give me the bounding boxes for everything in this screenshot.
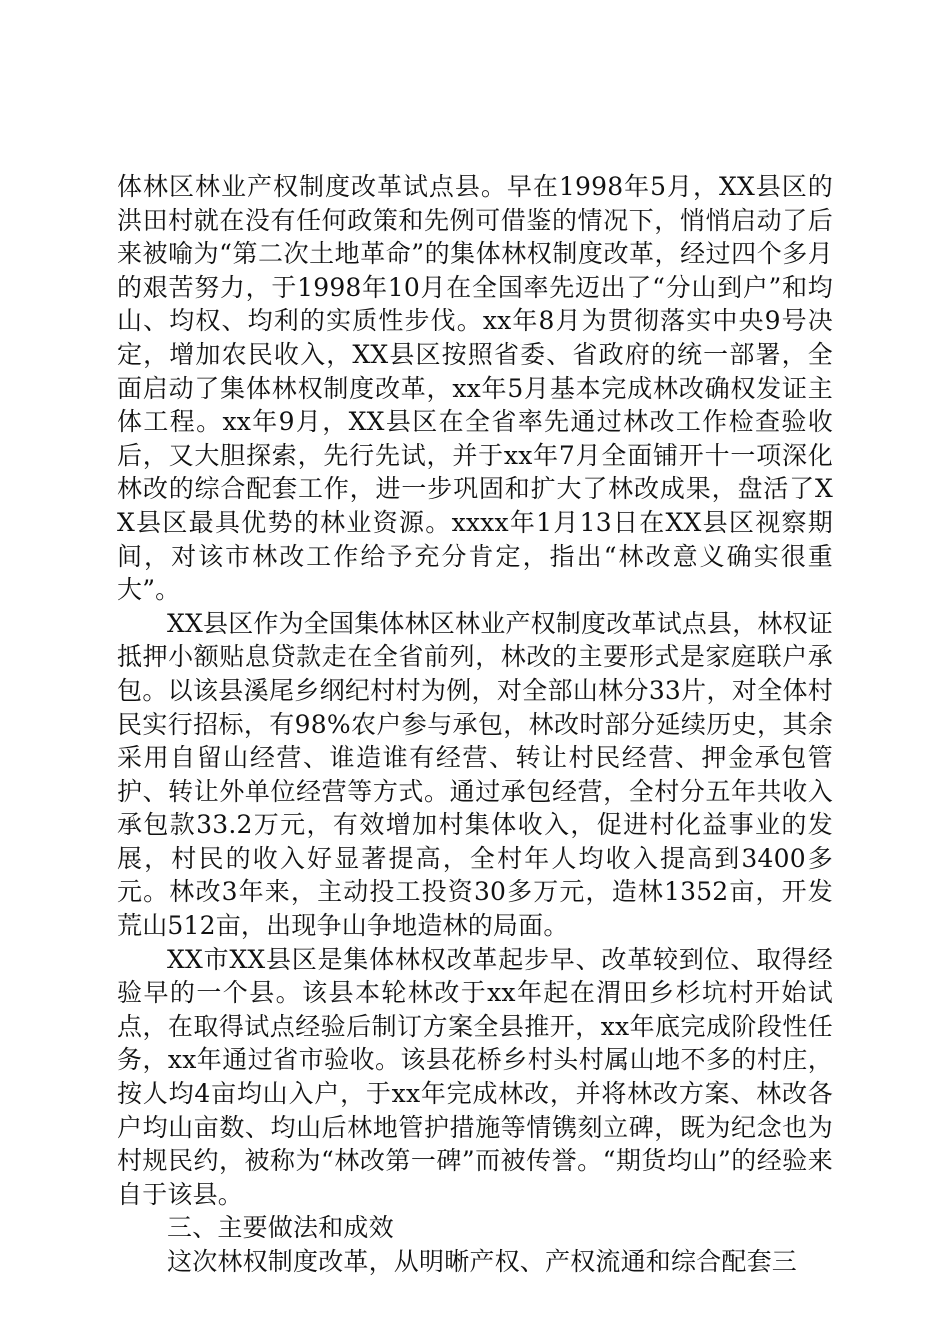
paragraph-1: 体林区林业产权制度改革试点县。早在1998年5月，XX县区的洪田村就在没有任何政策和先例可借鉴的情况下，悄悄启动了后来被喻为“第二次土地革命”的集体林权制度改革，经过四个多月的艰苦努力，于1998年10月在全国率先迈出了“分山到户”和均山、均权、均利的实质性步伐。xx年8月为贯彻落实中央9号决定，增加农民收入，XX县区按照省委、省政府的统一部署，全面启动了集体林权制度改革，xx年5月基本完成林改确权发证主体工程。xx年9月，XX县区在全省率先通过林改工作检查验收后，又大胆探索，先行先试，并于xx年7月全面铺开十一项深化林改的综合配套工作，进一步巩固和扩大了林改成果，盘活了XX县区最具优势的林业资源。xxxx年1月13日在XX县区视察期间，对该市林改工作给予充分肯定，指出“林改意义确实很重大”。: [117, 172, 833, 605]
paragraph-4: 这次林权制度改革，从明晰产权、产权流通和综合配套三: [167, 1247, 798, 1276]
section-heading: 三、主要做法和成效: [167, 1213, 394, 1243]
document-body: [117, 170, 833, 1279]
paragraph-2: XX县区作为全国集体林区林业产权制度改革试点县，林权证抵押小额贴息贷款走在全省前列，林改的主要形式是家庭联户承包。以该县溪尾乡纲纪村村为例，对全部山林分33片，对全体村民实行招标，有98%农户参与承包，林改时部分延续历史，其余采用自留山经营、谁造谁有经营、转让村民经营、押金承包管护、转让外单位经营等方式。通过承包经营，全村分五年共收入承包款33.2万元，有效增加村集体收入，促进村化益事业的发展，村民的收入好显著提高，全村年人均收入提高到3400多元。林改3年来，主动投工投资30多万元，造林1352亩，开发荒山512亩，出现争山争地造林的局面。: [117, 608, 833, 941]
paragraph-3: XX市XX县区是集体林权改革起步早、改革较到位、取得经验早的一个县。该县本轮林改于xx年起在渭田乡杉坑村开始试点，在取得试点经验后制订方案全县推开，xx年底完成阶段性任务，xx年通过省市验收。该县花桥乡村头村属山地不多的村庄，按人均4亩均山入户，于xx年完成林改，并将林改方案、林改各户均山亩数、均山后林地管护措施等情镌刻立碑，既为纪念也为村规民约，被称为“林改第一碑”而被传誉。“期货均山”的经验来自于该县。: [117, 944, 834, 1209]
